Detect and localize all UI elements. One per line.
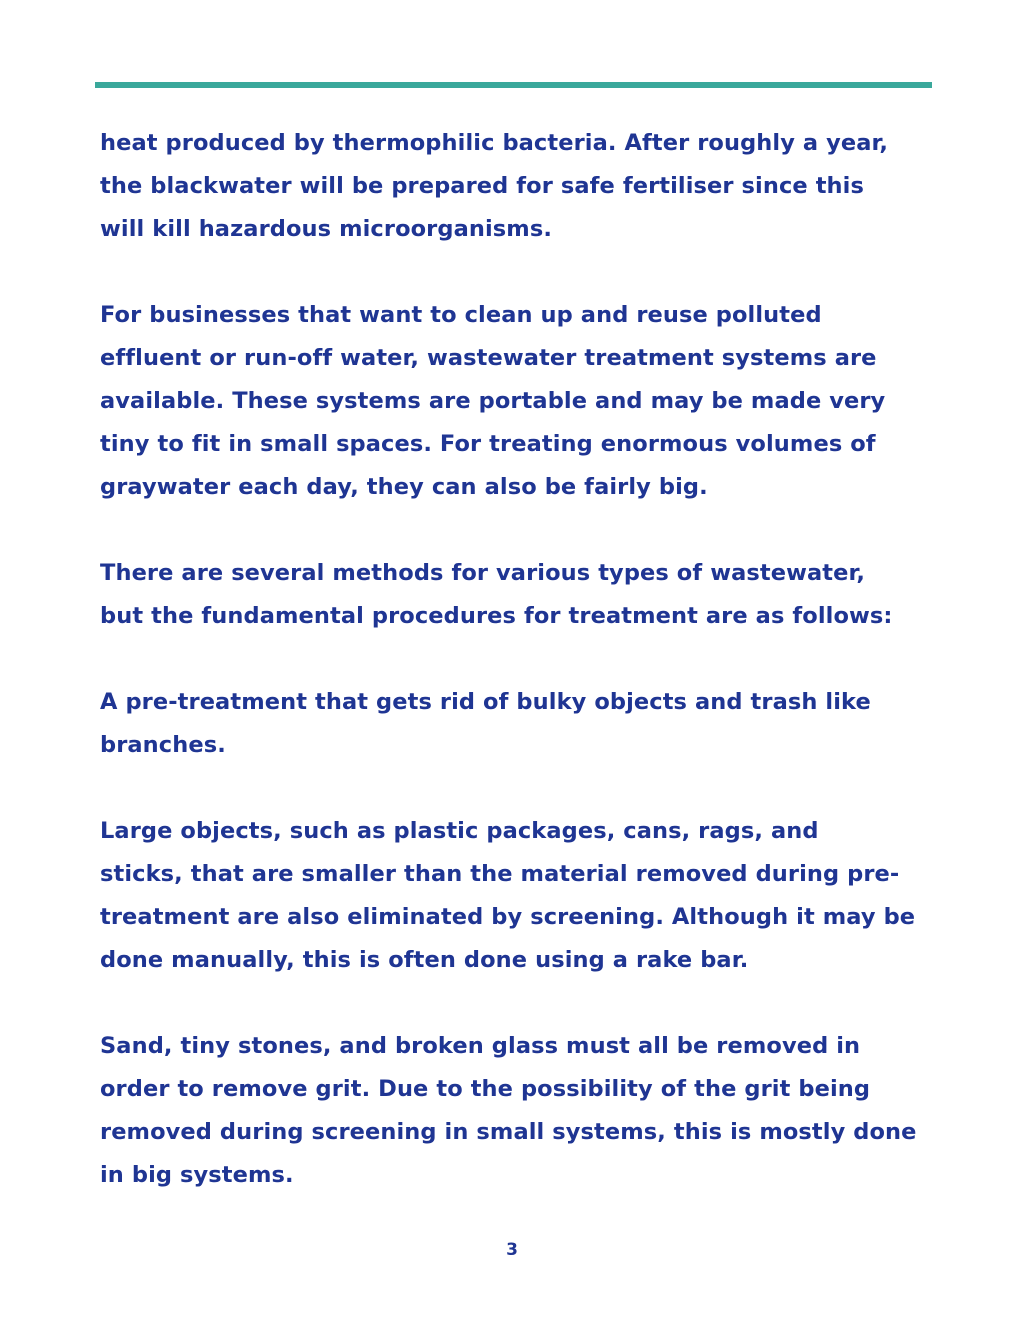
paragraph xyxy=(100,1025,940,1197)
text-line: but the fundamental procedures for treatment are as follows: xyxy=(100,603,893,629)
text-line: sticks, that are smaller than the material removed during pre- xyxy=(100,861,900,887)
header-rule xyxy=(95,82,932,88)
text-line: tiny to fit in small spaces. For treating enormous volumes of xyxy=(100,431,876,457)
text-line: branches. xyxy=(100,732,226,758)
text-line: treatment are also eliminated by screening. Although it may be xyxy=(100,904,916,930)
text-line: the blackwater will be prepared for safe fertiliser since this xyxy=(100,173,864,199)
text-line: Sand, tiny stones, and broken glass must all be removed in xyxy=(100,1033,861,1059)
text-line: in big systems. xyxy=(100,1162,294,1188)
text-line: will kill hazardous microorganisms. xyxy=(100,216,552,242)
text-line: Large objects, such as plastic packages, cans, rags, and xyxy=(100,818,819,844)
paragraph xyxy=(100,122,940,251)
paragraph xyxy=(100,294,940,509)
document-body xyxy=(100,122,940,1240)
paragraph xyxy=(100,681,940,767)
text-line: order to remove grit. Due to the possibility of the grit being xyxy=(100,1076,871,1102)
text-line: done manually, this is often done using a rake bar. xyxy=(100,947,749,973)
text-line: A pre-treatment that gets rid of bulky objects and trash like xyxy=(100,689,871,715)
page-number: 3 xyxy=(506,1240,518,1260)
text-line: heat produced by thermophilic bacteria. After roughly a year, xyxy=(100,130,889,156)
text-line: There are several methods for various types of wastewater, xyxy=(100,560,865,586)
text-line: For businesses that want to clean up and reuse polluted xyxy=(100,302,822,328)
paragraph xyxy=(100,552,940,638)
text-line: effluent or run-off water, wastewater treatment systems are xyxy=(100,345,877,371)
text-line: removed during screening in small systems, this is mostly done xyxy=(100,1119,917,1145)
text-line: available. These systems are portable and may be made very xyxy=(100,388,886,414)
paragraph xyxy=(100,810,940,982)
text-line: graywater each day, they can also be fairly big. xyxy=(100,474,708,500)
